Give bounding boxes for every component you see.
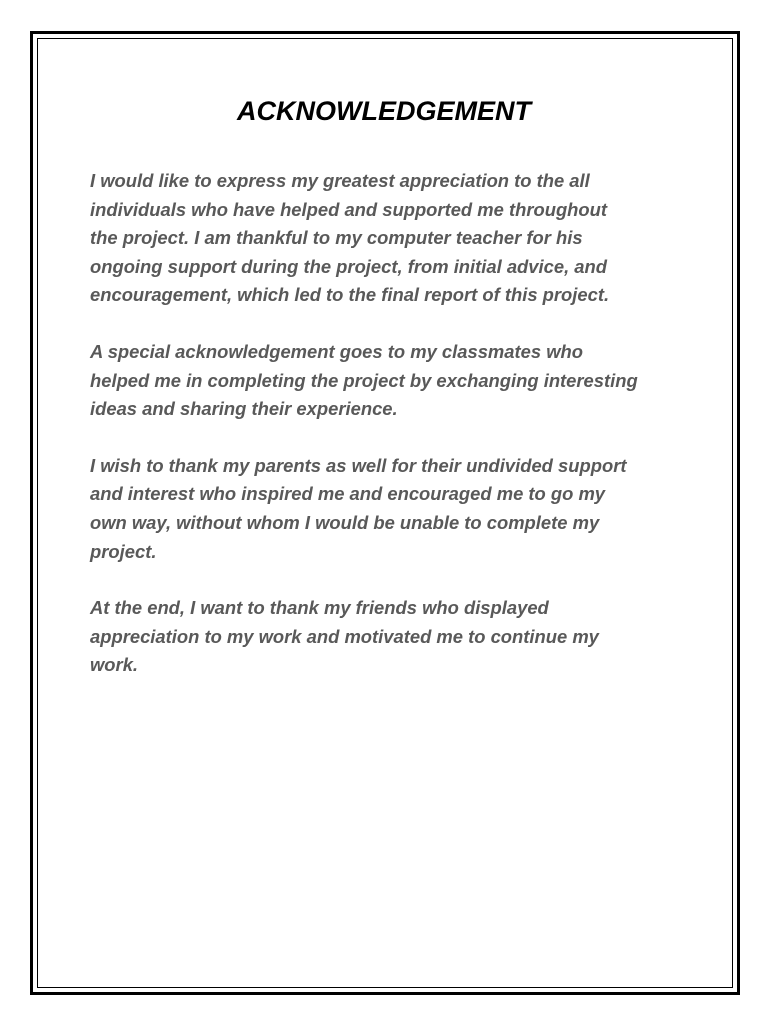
paragraph-classmates: A special acknowledgement goes to my classmates who helped me in completing the project by exchanging interesting ideas and sharing their experience. bbox=[90, 340, 638, 420]
page-title: ACKNOWLEDGEMENT bbox=[237, 96, 531, 126]
paragraph-appreciation: I would like to express my greatest appreciation to the all individuals who have helped and supported me throughout the project. I am thankful to my computer teacher for his ongoing support during the project, from initial advice, and encouragement, which led to the final report of this project. bbox=[90, 170, 610, 306]
acknowledgement-body bbox=[90, 167, 690, 708]
paragraph-friends: At the end, I want to thank my friends who displayed appreciation to my work and motivated me to continue my work. bbox=[90, 597, 599, 676]
paragraph-parents: I wish to thank my parents as well for their undivided support and interest who inspired me and encouraged me to go my own way, without whom I would be unable to complete my project. bbox=[90, 454, 627, 562]
